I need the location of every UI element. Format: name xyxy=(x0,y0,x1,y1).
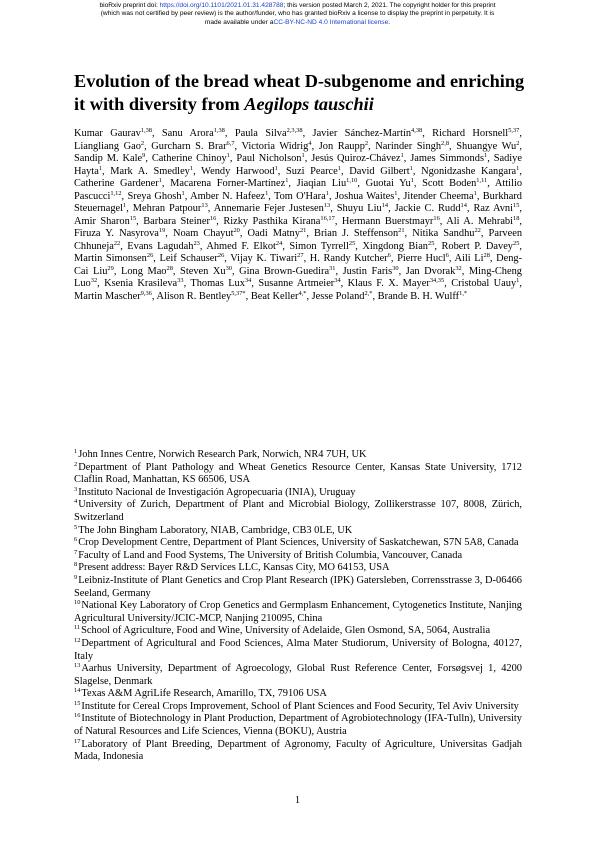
author-name: James Simmonds xyxy=(410,153,484,164)
author-affiliation-marker: 1 xyxy=(516,164,520,172)
author-name: Sreya Ghosh xyxy=(127,190,182,202)
author-name: Wendy Harwood xyxy=(201,165,275,177)
affiliation-item xyxy=(74,462,522,487)
affiliation-item xyxy=(74,525,522,538)
author xyxy=(410,153,487,164)
author-affiliation-marker: 25 xyxy=(513,239,520,247)
author xyxy=(251,291,307,302)
author-name: Robert P. Davey xyxy=(441,240,514,252)
author-name: Leif Schauser xyxy=(159,253,218,264)
author xyxy=(348,278,445,289)
affiliation-item xyxy=(74,638,522,663)
author-name: Sanu Arora xyxy=(161,128,214,139)
author-name: Rizky Pasthika Kirana xyxy=(223,215,321,227)
affiliation-list xyxy=(74,449,522,764)
author-affiliation-marker: 1 xyxy=(181,189,185,197)
author-name: Simon Tyrrell xyxy=(289,240,349,252)
author xyxy=(242,141,312,152)
author xyxy=(190,278,251,289)
author-affiliation-marker: 4 xyxy=(308,139,312,147)
affiliation-number: 16 xyxy=(74,712,81,720)
author xyxy=(297,178,358,189)
author-affiliation-marker: 1 xyxy=(484,152,488,159)
author xyxy=(286,166,341,177)
author xyxy=(180,266,232,277)
affiliation-text: School of Agriculture, Food and Wine, University of Adelaide, Glen Osmond, SA, 5064, Australia xyxy=(81,625,491,637)
author xyxy=(378,291,467,302)
author-affiliation-marker: 5,37 xyxy=(508,127,520,134)
author-name: Long Mao xyxy=(120,265,167,277)
author xyxy=(156,291,245,302)
author-name: Guotai Yu xyxy=(365,178,411,189)
author xyxy=(455,253,490,264)
affiliation-number: 1 xyxy=(74,448,78,455)
affiliation-text: Instituto Nacional de Investigación Agropecuaria (INIA), Uruguay xyxy=(78,486,356,498)
affiliation-item xyxy=(74,600,522,625)
author-affiliation-marker: 26 xyxy=(146,252,154,259)
author xyxy=(406,266,462,277)
author-name: Paula Silva xyxy=(234,128,287,139)
author-name: Hermann Buerstmayr xyxy=(341,215,434,227)
author xyxy=(151,141,234,152)
author-affiliation-marker: 2 xyxy=(516,139,520,147)
author-affiliation-marker: 6 xyxy=(445,252,449,259)
author-affiliation-marker: 15 xyxy=(129,214,137,222)
affiliation-text: Leibniz-Institute of Plant Genetics and Crop Plant Research (IPK) Gatersleben, Corrensstrasse 3, D-06466 Seeland, Germany xyxy=(74,574,522,599)
author xyxy=(74,228,165,239)
author-name: Javier Sánchez-Martín xyxy=(312,128,412,139)
author-name: Oadi Matny xyxy=(247,228,300,239)
notice-line-1 xyxy=(20,2,575,10)
author-affiliation-marker: 25 xyxy=(428,239,435,247)
author-affiliation-marker: 4,38 xyxy=(411,127,423,134)
author xyxy=(337,203,388,214)
author xyxy=(239,266,335,277)
affiliation-text: Institute of Biotechnology in Plant Production, Department of Agrobiotechnology (IFA-Tulln), University of Natural Resources and Life Sciences, Vienna (BOKU), Austria xyxy=(74,713,522,738)
author-name: Brian J. Steffenson xyxy=(314,228,399,239)
author-name: Justin Faris xyxy=(342,265,393,277)
author-affiliation-marker: 16 xyxy=(433,214,440,222)
author-affiliation-marker: 21 xyxy=(299,227,307,234)
author-affiliation-marker: 34 xyxy=(334,277,341,284)
author-affiliation-marker: 5,37* xyxy=(231,289,246,297)
author-affiliation-marker: 28 xyxy=(166,264,173,272)
author xyxy=(375,141,449,152)
author-name: Tom O'Hara xyxy=(273,190,326,202)
author-name: Nitika Sandhu xyxy=(412,228,475,239)
author-affiliation-marker: 2 xyxy=(364,139,369,147)
author xyxy=(446,216,519,227)
affiliation-text: Department of Plant Pathology and Wheat Genetics Resource Center, Kansas State University, 1712 Claflin Road, Manhattan, KS 66506, USA xyxy=(74,461,522,486)
affiliation-item xyxy=(74,537,522,550)
doi-link[interactable]: https://doi.org/10.1101/2021.01.31.428788 xyxy=(159,2,284,9)
affiliation-text: John Innes Centre, Norwich Research Park, Norwich, NR4 7UH, UK xyxy=(78,449,367,460)
author-affiliation-marker: 29 xyxy=(107,264,114,272)
author xyxy=(110,166,193,177)
paper-title xyxy=(74,70,534,116)
author-affiliation-marker: 1,10 xyxy=(346,177,358,184)
author-affiliation-marker: 22 xyxy=(113,239,121,247)
author-affiliation-marker: 19 xyxy=(158,227,166,234)
affiliation-number: 17 xyxy=(74,737,81,745)
affiliation-text: National Key Laboratory of Crop Genetics and Germplasm Enhancement, Cytogenetics Institute, Nanjing Agricultural University/JCIC-MCP, Nanjing 210095, China xyxy=(74,600,523,624)
author-name: Thomas Lux xyxy=(190,278,245,289)
affiliation-item xyxy=(74,487,522,500)
author-affiliation-marker: 30 xyxy=(392,264,399,272)
affiliation-text: Crop Development Centre, Department of Plant Sciences, University of Saskatchewan, S7N 5A8, Canada xyxy=(78,537,519,549)
author xyxy=(441,241,519,252)
author-name: Narinder Singh xyxy=(375,140,442,152)
author xyxy=(412,228,481,239)
author xyxy=(170,178,288,189)
author-affiliation-marker: 1,38 xyxy=(213,127,225,134)
author xyxy=(74,128,152,139)
author-affiliation-marker: 28 xyxy=(483,252,490,259)
author-affiliation-marker: 16 xyxy=(209,214,217,222)
affiliation-text: Faculty of Land and Food Systems, The University of British Columbia, Vancouver, Canada xyxy=(78,549,463,561)
affiliation-item xyxy=(74,625,522,638)
author-affiliation-marker: 15 xyxy=(513,202,520,209)
author xyxy=(190,191,268,202)
affiliation-text: University of Zurich, Department of Plant and Microbial Biology, Zollikerstrasse 107, 8008, Zürich, Switzerland xyxy=(74,499,522,523)
author-affiliation-marker: 2,* xyxy=(364,289,373,297)
author xyxy=(74,291,152,302)
affiliation-item xyxy=(74,713,522,738)
author xyxy=(451,278,519,289)
author-affiliation-marker: 23 xyxy=(193,239,200,247)
author-name: Jesús Quiroz-Chávez xyxy=(311,153,401,164)
author xyxy=(74,153,145,164)
author-affiliation-marker: 1,12 xyxy=(110,189,122,197)
author-name: Paul Nicholson xyxy=(236,153,302,164)
author xyxy=(473,203,519,214)
author xyxy=(432,128,519,139)
author xyxy=(74,178,162,189)
author-name: Raz Avni xyxy=(473,203,514,214)
notice-line-3 xyxy=(20,19,575,27)
author xyxy=(235,128,303,139)
author-name: Catherine Gardener xyxy=(74,178,159,189)
author-affiliation-marker: 1 xyxy=(409,164,413,172)
author-affiliation-marker: 2 xyxy=(140,139,145,147)
author-affiliation-marker: 14 xyxy=(460,202,467,209)
author-affiliation-marker: 6,7 xyxy=(226,139,235,147)
author xyxy=(258,278,340,289)
author-name: Shuyu Liu xyxy=(336,203,382,214)
author-name: Attilio Pascucci xyxy=(74,178,523,202)
author-affiliation-marker: 1,38 xyxy=(140,127,152,134)
author-affiliation-marker: 16,17 xyxy=(320,214,335,222)
author-name: Amber N. Hafeez xyxy=(190,190,266,202)
author-affiliation-marker: 18 xyxy=(513,214,520,222)
author xyxy=(236,153,304,164)
author-name: Jesse Poland xyxy=(311,290,365,302)
author-name: Firuza Y. Nasyrova xyxy=(74,228,159,239)
title-species: Aegilops tauschii xyxy=(244,94,374,114)
author-name: Jan Dvorak xyxy=(405,265,456,277)
author-name: Martin Simonsen xyxy=(74,253,147,264)
affiliation-text: Texas A&M AgriLife Research, Amarillo, TX, 79106 USA xyxy=(81,688,327,700)
author xyxy=(206,241,282,252)
affiliation-text: Institute for Cereal Crops Improvement, School of Plant Sciences and Food Security, Tel Aviv University xyxy=(81,700,519,712)
author xyxy=(104,278,183,289)
author-affiliation-marker: 1 xyxy=(98,164,103,172)
author-name: Beat Keller xyxy=(250,290,299,302)
author-name: Cristobal Uauy xyxy=(451,278,517,289)
author-name: Catherine Chinoy xyxy=(151,153,227,164)
author-affiliation-marker: 30 xyxy=(225,264,232,272)
author-affiliation-marker: 1 xyxy=(265,189,269,197)
affiliation-number: 13 xyxy=(74,662,81,670)
affiliation-number: 7 xyxy=(74,548,78,556)
author-affiliation-marker: 31 xyxy=(329,264,336,272)
author-name: Vijay K. Tiwari xyxy=(230,253,298,264)
author-name: Steven Xu xyxy=(180,265,226,277)
author xyxy=(314,228,405,239)
author-name: Mehran Patpour xyxy=(132,203,202,214)
affiliation-text: Department of Agricultural and Food Sciences, Alma Mater Studiorum, University of Bologna, 40127, Italy xyxy=(74,637,522,662)
author xyxy=(248,228,307,239)
notice-prefix: bioRxiv preprint doi: xyxy=(99,2,160,9)
author xyxy=(395,203,467,214)
affiliation-text: Laboratory of Plant Breeding, Department of Agronomy, Faculty of Agriculture, Universitas Gadjah Mada, Indonesia xyxy=(74,738,522,763)
affiliation-number: 4 xyxy=(74,498,78,506)
author-name: H. Randy Kutcher xyxy=(309,253,388,264)
affiliation-number: 2 xyxy=(74,460,78,468)
author-name: Alison R. Bentley xyxy=(156,290,232,302)
affiliation-item xyxy=(74,739,522,764)
author-affiliation-marker: 9 xyxy=(142,152,146,159)
author-affiliation-marker: 1 xyxy=(325,189,329,197)
author-affiliation-marker: 1 xyxy=(123,202,127,209)
author xyxy=(214,203,330,214)
author-name: Ming-Cheng Luo xyxy=(74,265,522,289)
affiliation-number: 3 xyxy=(74,485,78,493)
affiliation-item xyxy=(74,575,522,600)
page-number: 1 xyxy=(294,795,301,806)
author-name: Jiaqian Liu xyxy=(296,178,347,189)
author-affiliation-marker: 14 xyxy=(381,202,389,209)
author-name: Parveen Chhuneja xyxy=(74,228,523,252)
author xyxy=(349,166,413,177)
author-affiliation-marker: 2,8 xyxy=(441,139,450,147)
author-affiliation-marker: 13 xyxy=(201,202,208,209)
author-name: Noam Chayut xyxy=(172,228,234,239)
preprint-notice xyxy=(20,2,575,27)
author-name: Victoria Widrig xyxy=(241,140,309,152)
affiliation-number: 6 xyxy=(74,536,78,544)
author xyxy=(74,216,136,227)
author-affiliation-marker: 1 xyxy=(410,177,414,184)
author-name: Scott Boden xyxy=(422,178,477,189)
notice-suffix: ; this version posted March 2, 2021. The copyright holder for this preprint xyxy=(283,2,496,9)
author-name: Brande B. H. Wulff xyxy=(377,290,460,302)
license-suffix: . xyxy=(388,18,391,26)
author-name: Kumar Gaurav xyxy=(74,128,141,139)
author xyxy=(311,153,404,164)
author-affiliation-marker: 1 xyxy=(337,164,341,172)
author xyxy=(133,203,208,214)
author-name: Jitender Cheema xyxy=(403,190,474,202)
author xyxy=(289,241,355,252)
author-name: Aili Li xyxy=(454,253,484,264)
title-main: Evolution of the bread wheat D-subgenome and enriching it with diversity from xyxy=(74,71,525,114)
author-name: Xingdong Bian xyxy=(362,240,429,252)
author-affiliation-marker: 1 xyxy=(189,164,194,172)
affiliation-item xyxy=(74,499,522,524)
author-name: Macarena Forner-Martínez xyxy=(170,178,286,189)
affiliation-item xyxy=(74,688,522,701)
affiliation-number: 10 xyxy=(74,599,81,607)
author-name: Pierre Hucl xyxy=(397,253,446,264)
author xyxy=(152,153,230,164)
author-name: Jon Raupp xyxy=(318,140,365,152)
author-name: Gurcharn S. Brar xyxy=(151,140,227,152)
author-name: Sandip M. Kale xyxy=(74,153,143,164)
author-affiliation-marker: 1 xyxy=(473,189,477,197)
author-affiliation-marker: 24 xyxy=(275,239,283,247)
author xyxy=(143,216,216,227)
affiliation-item xyxy=(74,449,522,462)
author xyxy=(456,141,519,152)
author-affiliation-marker: 1 xyxy=(274,164,278,172)
author-name: Jackie C. Rudd xyxy=(394,203,461,214)
author xyxy=(342,216,440,227)
author-affiliation-marker: 34,35 xyxy=(429,277,445,284)
affiliation-number: 5 xyxy=(74,523,78,531)
author-affiliation-marker: 32 xyxy=(455,264,462,272)
author-affiliation-marker: 34 xyxy=(244,277,252,284)
author-name: David Gilbert xyxy=(349,165,410,177)
author-name: Ksenia Krasileva xyxy=(104,278,178,289)
author xyxy=(397,253,449,264)
author xyxy=(310,253,391,264)
author xyxy=(421,166,519,177)
author xyxy=(162,128,225,139)
author-affiliation-marker: 2,3,38 xyxy=(286,127,303,134)
author xyxy=(74,253,153,264)
affiliation-text: Present address: Bayer R&D Services LLC, Kansas City, MO 64153, USA xyxy=(78,562,390,574)
author-affiliation-marker: 1 xyxy=(516,277,520,284)
affiliation-text: Aarhus University, Department of Agroecology, Global Rust Reference Center, Forsøgsvej 1, 4200 Slagelse, Denmark xyxy=(74,663,522,687)
affiliation-text: The John Bingham Laboratory, NIAB, Cambridge, CB3 0LE, UK xyxy=(78,524,353,536)
author xyxy=(312,291,373,302)
author-affiliation-marker: 27 xyxy=(297,252,304,259)
author-name: Burkhard Steuernagel xyxy=(74,190,522,214)
author xyxy=(121,266,173,277)
author-affiliation-marker: 25 xyxy=(348,239,356,247)
author xyxy=(74,141,144,152)
author-affiliation-marker: 20 xyxy=(233,227,240,234)
author-name: Shuangye Wu xyxy=(456,140,517,152)
author-affiliation-marker: 22 xyxy=(474,227,481,234)
affiliation-item xyxy=(74,550,522,563)
author-name: Ali A. Mehrabi xyxy=(446,215,514,227)
author-affiliation-marker: 1 xyxy=(158,177,162,184)
author xyxy=(173,228,240,239)
author xyxy=(127,191,184,202)
author-name: Liangliang Gao xyxy=(74,140,141,152)
author xyxy=(319,141,368,152)
author-list: Kumar Gaurav$^{1,38}$, Sanu Arora$^{1,38}$, Paula Silva$^{2,3,38}$, Javier Sánchez-Martín$^{4,38}$, Richard Horsnell$^{5,37}$, Liangliang Gao$^2$, Gurcharn S. Brar$^{6,7}$, Victoria Widrig$^4$, Jon Raupp$^2$, Narinder Singh$^{2,8}$, Shuangye Wu$^2$, Sandip M. Kale$^9$, Catherine Chinoy$^1$, Paul Nicholson$^1$, Jesús Quiroz-Chávez$^1$, James Simmonds$^1$, Sadiye Hayta$^1$, Mark A. Smedley$^1$, Wendy Harwood$^1$, Suzi Pearce$^1$, David Gilbert$^1$, Ngonidzashe Kangara$^1$, Catherine Gardener$^1$, Macarena Forner-Martínez$^1$, Jiaqian Liu$^{1,10}$, Guotai Yu$^1$, Scott Boden$^{1,11}$, Attilio Pascucci$^{1,12}$, Sreya Ghosh$^1$, Amber N. Hafeez$^1$, Tom O'Hara$^1$, Joshua Waites$^1$, Jitender Cheema$^1$, Burkhard Steuernagel$^1$, Mehran Patpour$^{13}$, Annemarie Fejer Justesen$^{13}$, Shuyu Liu$^{14}$, Jackie C. Rudd$^{14}$, Raz Avni$^{15}$, Amir Sharon$^{15}$, Barbara Steiner$^{16}$, Rizky Pasthika Kirana$^{16,17}$, Hermann Buerstmayr$^{16}$, Ali A. Mehrabi$^{18}$, Firuza Y. Nasyrova$^{19}$, Noam Chayut$^{20}$, Oadi Matny$^{21}$, Brian J. Steffenson$^{21}$, Nitika Sandhu$^{22}$, Parveen Chhuneja$^{22}$, Evans Lagudah$^{23}$, Ahmed F. Elkot$^{24}$, Simon Tyrrell$^{25}$, Xingdong Bian$^{25}$, Robert P. Davey$^{25}$, Martin Simonsen$^{26}$, Leif Schauser$^{26}$, Vijay K. Tiwari$^{27}$, H. Randy Kutcher$^6$, Pierre Hucl$^6$, Aili Li$^{28}$, Deng-Cai Liu$^{29}$, Long Mao$^{28}$, Steven Xu$^{30}$, Gina Brown-Guedira$^{31}$, Justin Faris$^{30}$, Jan Dvorak$^{32}$, Ming-Cheng Luo$^{32}$, Ksenia Krasileva$^{33}$, Thomas Lux$^{34}$, Susanne Artmeier$^{34}$, Klaus F. X. Mayer$^{34,35}$, Cristobal Uauy$^1$, Martin Mascher$^{9,36}$, Alison R. Bentley$^{5,37*}$, Beat Keller$^{4,*}$, Jesse Poland$^{2,*}$, Brande B. H. Wulff$^{1,*}$ xyxy=(74,127,523,302)
affiliation-item xyxy=(74,562,522,575)
author-affiliation-marker: 1 xyxy=(285,177,289,184)
affiliation-item xyxy=(74,701,522,714)
author-affiliation-marker: 13 xyxy=(323,202,331,209)
author-name: Joshua Waites xyxy=(334,190,395,202)
author-name: Martin Mascher xyxy=(74,290,141,302)
author xyxy=(362,241,434,252)
author-name: Gina Brown-Guedira xyxy=(239,265,330,277)
author-affiliation-marker: 1 xyxy=(400,152,404,159)
author-name: Amir Sharon xyxy=(74,215,130,227)
author xyxy=(403,191,476,202)
author-name: Annemarie Fejer Justesen xyxy=(213,203,324,214)
affiliation-number: 12 xyxy=(74,636,81,644)
license-link[interactable]: CC-BY-NC-ND 4.0 International license xyxy=(273,18,389,26)
author-affiliation-marker: 1,11 xyxy=(476,177,488,184)
author xyxy=(274,191,329,202)
author-affiliation-marker: 1,* xyxy=(459,289,468,297)
author xyxy=(127,241,200,252)
author-name: Susanne Artmeier xyxy=(258,278,335,289)
author-affiliation-marker: 4,* xyxy=(298,289,307,297)
author xyxy=(366,178,414,189)
author-name: Mark A. Smedley xyxy=(110,165,190,177)
affiliation-number: 8 xyxy=(74,561,78,569)
author-affiliation-marker: 32 xyxy=(90,277,98,284)
affiliation-number: 9 xyxy=(74,573,78,581)
author-affiliation-marker: 21 xyxy=(398,227,405,234)
author-affiliation-marker: 9,36 xyxy=(140,289,152,297)
author xyxy=(422,178,487,189)
author-name: Suzi Pearce xyxy=(286,165,338,177)
affiliation-number: 15 xyxy=(74,699,81,707)
affiliation-item xyxy=(74,663,522,688)
author-name: Ngonidzashe Kangara xyxy=(421,165,517,177)
author xyxy=(201,166,278,177)
author-affiliation-marker: 1 xyxy=(226,152,230,159)
author xyxy=(223,216,335,227)
author-name: Evans Lagudah xyxy=(127,240,194,252)
author-name: Ahmed F. Elkot xyxy=(206,240,276,252)
license-prefix: made available under a xyxy=(204,18,274,26)
author-name: Deng-Cai Liu xyxy=(74,253,523,277)
author-name: Klaus F. X. Mayer xyxy=(347,278,430,289)
author-affiliation-marker: 1 xyxy=(394,189,398,197)
author-name: Richard Horsnell xyxy=(432,128,509,139)
author-affiliation-marker: 33 xyxy=(177,277,184,284)
author xyxy=(343,266,399,277)
author xyxy=(313,128,423,139)
author xyxy=(335,191,398,202)
author-affiliation-marker: 26 xyxy=(217,252,225,259)
notice-line-2: (which was not certified by peer review) is the author/funder, who has granted bioRxiv a license to display the preprint in perpetuity. It is xyxy=(100,10,495,18)
author-name: Barbara Steiner xyxy=(143,215,210,227)
author xyxy=(230,253,303,264)
affiliation-number: 11 xyxy=(74,624,81,632)
affiliation-number: 14 xyxy=(74,687,81,695)
author-name: Sadiye Hayta xyxy=(74,153,522,177)
author xyxy=(159,253,224,264)
author-affiliation-marker: 6 xyxy=(387,252,391,259)
author-affiliation-marker: 1 xyxy=(301,152,305,159)
